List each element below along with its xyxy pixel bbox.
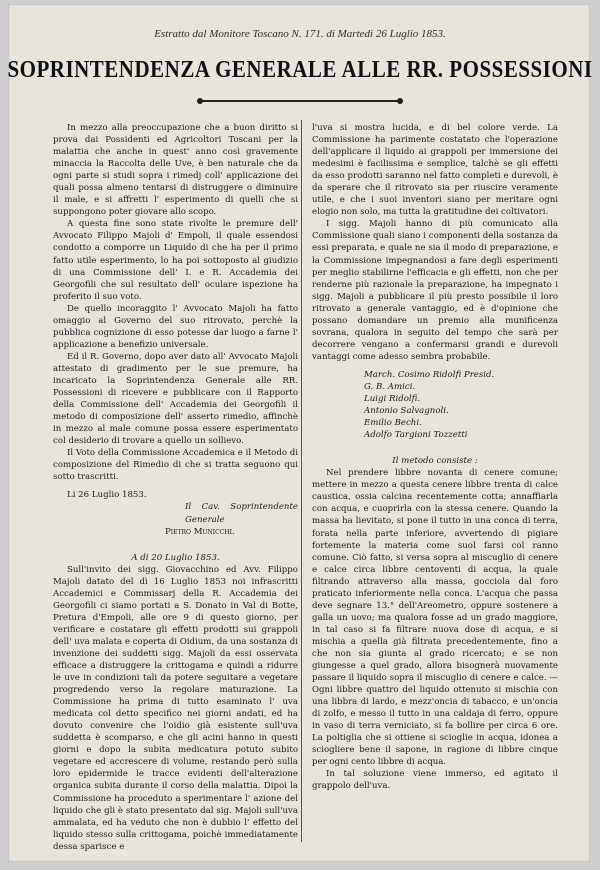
header-line: Estratto dal Monitore Toscano N. 171. di Martedì 26 Luglio 1853. (154, 28, 446, 40)
paragraph: l'uva si mostra lucida, e di bel colore verde. La Commissione ha parimente costatato che l'operazione dell'applicare il liquido ai grappoli per immersione dei medesimi è facilissima e semplice, talchè se gli effetti da esso prodotti saranno nel fatto completi e durevoli, è da sperare che il ritrovato sia per riuscire veramente utile, e che i suoi inventori siano per meritare ogni elogio non solo, ma tutta la gratitudine dei coltivatori. (312, 123, 558, 218)
paragraph: In mezzo alla preoccupazione che a buon diritto si prova dai Possidenti ed Agricoltori Toscani per la malattia che anche in quest' anno così gravemente minaccia la Raccolta delle Uve, è ben naturale che da ogni parte si studi sopra i rimedj coll' applicazione dei quali possa almeno tentarsi di distruggere o diminuire il male, e si affretti l' esperimento di quelli che si suppongono poter giovare allo scopo. (53, 123, 298, 218)
signatory: March. Cosimo Ridolfi Presid. (364, 369, 495, 380)
right-column (312, 122, 558, 793)
paragraph: A questa fine sono state rivolte le premure dell' Avvocato Filippo Majoli d' Empoli, il quale essendosi condotto a comporre un Liquido di che ha per il primo fatto utile esperimento, lo ha poi sottoposto al giudizio di una Commissione dell' I. e R. Accademia dei Georgofili che sul resultato dell' oculare ispezione ha proferito il suo voto. (53, 219, 298, 302)
method-heading: Il metodo consiste : (392, 456, 478, 467)
signatory: Emilio Bechi. (364, 418, 422, 429)
paragraph: Nel prendere libbre novanta di cenere comune; mettere in mezzo a questa cenere libbre trenta di calce caustica, ossia calcina recentemente cotta; annaffiarla con acqua, e cuoprirla con la stessa cenere. Quando la massa ha lievitato, si pone il tutto in una conca di terra, forata nella parte inferiore, avvertendo di pigiare fortemente la materia come suol farsi col ranno comune. Ciò fatto, si versa sopra al miscuglio di cenere e calce circa libbre centoventi di acqua, la quale filtrando attraverso alla massa, gocciola dal foro praticato inferiormente nella conca. L'acqua che passa deve segnare 13.° dell'Areometro, oppure sostenere a galla un uovo; ma qualora fosse ad un grado maggiore, in tal caso si fa filtrare nuova dose di acqua, e si mischia a quella già filtrata precedentemente, fino a che non sia giunta al grado ricercato; e se non giungesse a quel grado, allora bisognerà nuovamente passare il liquido sopra il miscuglio di cenere e calce. — Ogni libbre quattro del liquido ottenuto si mischia con una libbra di lardo, e mezz'oncia di tabacco, e un'oncia di zolfo, e messo il tutto in una caldaja di ferro, oppure in vaso di terra verniciato, si fa bollire per circa 6 ore. La poltiglia che si ottiene si scioglie in acqua, idonea a sciogliere bene il sapone, in ragione di libbre cinque per ogni cento libbre di acqua. (312, 468, 558, 768)
paragraph: In tal soluzione viene immerso, ed agitato il grappolo dell'uva. (312, 769, 558, 792)
paragraph: Ed il R. Governo, dopo aver dato all' Avvocato Majoli attestato di gradimento per le sue premure, ha incaricato la Soprintendenza Generale alle RR. Possessioni di ricevere e pubblicare con il Rapporto della Commissione dell' Accademia dei Georgofili il metodo di composizione dell' asserto rimedio, affinchè in mezzo al male comune possa essere esperimentato col desiderio di trovare a quello un sollievo. (53, 351, 298, 447)
signature-name: Pietro Municchi. (165, 526, 235, 537)
page-title: SOPRINTENDENZA GENERALE ALLE RR. POSSESSIONI (7, 55, 593, 83)
signature-title: Il Cav. Soprintendente Generale (185, 502, 298, 525)
column-divider (301, 120, 302, 842)
paragraph: De quello incoraggito l' Avvocato Majoli ha fatto omaggio al Governo del suo ritrovato, perchè la pubblica cognizione di esso potesse dar luogo a farne l' applicazione a benefizio universale. (53, 303, 298, 350)
signatory: Antonio Salvagnoli. (364, 406, 449, 417)
signatory: Luigi Ridolfi. (364, 394, 421, 405)
left-column (53, 122, 298, 853)
signatory: Adolfo Targioni Tozzetti (364, 430, 468, 441)
date-heading: A di 20 Luglio 1853. (131, 552, 220, 563)
date-line: Li 26 Luglio 1853. (67, 490, 147, 501)
signatory: G. B. Amici. (364, 381, 416, 392)
paragraph: Sull'invito dei sigg. Giovacchino ed Avv. Filippo Majoli datato del dì 16 Luglio 1853 noi infrascritti Accademici e Commissarj della R. Accademia dei Georgofili ci siamo portati a S. Donato in Val di Botte, Pretura d'Empoli, alle ore 9 di questo giorno, per verificare e costatare gli effetti prodotti sui grappoli dell' uva malata e coperta di Oidium, da una sostanza di invenzione dei suddetti sigg. Majoli da essi osservata efficace a distruggere la crittogama e quindi a ridurre le uve in condizioni tali da potere seguitare a vegetare progredendo verso la regolare maturazione. La Commissione ha prima di tutto esaminato l' uva medicata col detto specifico nei giorni andati, ed ha dovuto convenire che l'oidio già esistente sull'uva suddetta è scomparso, e che gli acini hanno in questi giorni e dopo la subita medicatura potuto subito vegetare ed accrescere di volume, restando però sulla loro epidermide le tracce evidenti dell'alterazione organica subita durante il corso della malattia. Dipoi la Commissione ha proceduto a sperimentare l' azione del liquido che gli è stato presentato dal sig. Majoli sull'uva ammalata, ed ha veduto che non è dubbio l' effetto del liquido stesso sulla crittogama, poichè immediatamente dessa sparisce e (53, 564, 298, 852)
paragraph: Il Voto della Commissione Accademica e il Metodo di composizione del Rimedio di che si tratta seguono qui sotto trascritti. (53, 448, 298, 483)
paragraph: I sigg. Majoli hanno di più comunicato alla Commissione quali siano i componenti della sostanza da essi preparata, e quale ne sia il modo di preparazione, e la Commissione impegnandosi a fare degli esperimenti per meglio stabilirne l'efficacia e gli effetti, non che per renderne più razionale la preparazione, ha impegnato i sigg. Majoli a pubblicare il più presto possibile il loro ritrovato a generale vantaggio, ed è d'opinione che possano domandare un premio alla munificenza sovrana, qualora in seguito del tempo che sarà per decorrere vengano a confermarsi grandi e durevoli vantaggi come adesso sembra probabile. (312, 219, 558, 362)
title-rule (200, 100, 400, 102)
